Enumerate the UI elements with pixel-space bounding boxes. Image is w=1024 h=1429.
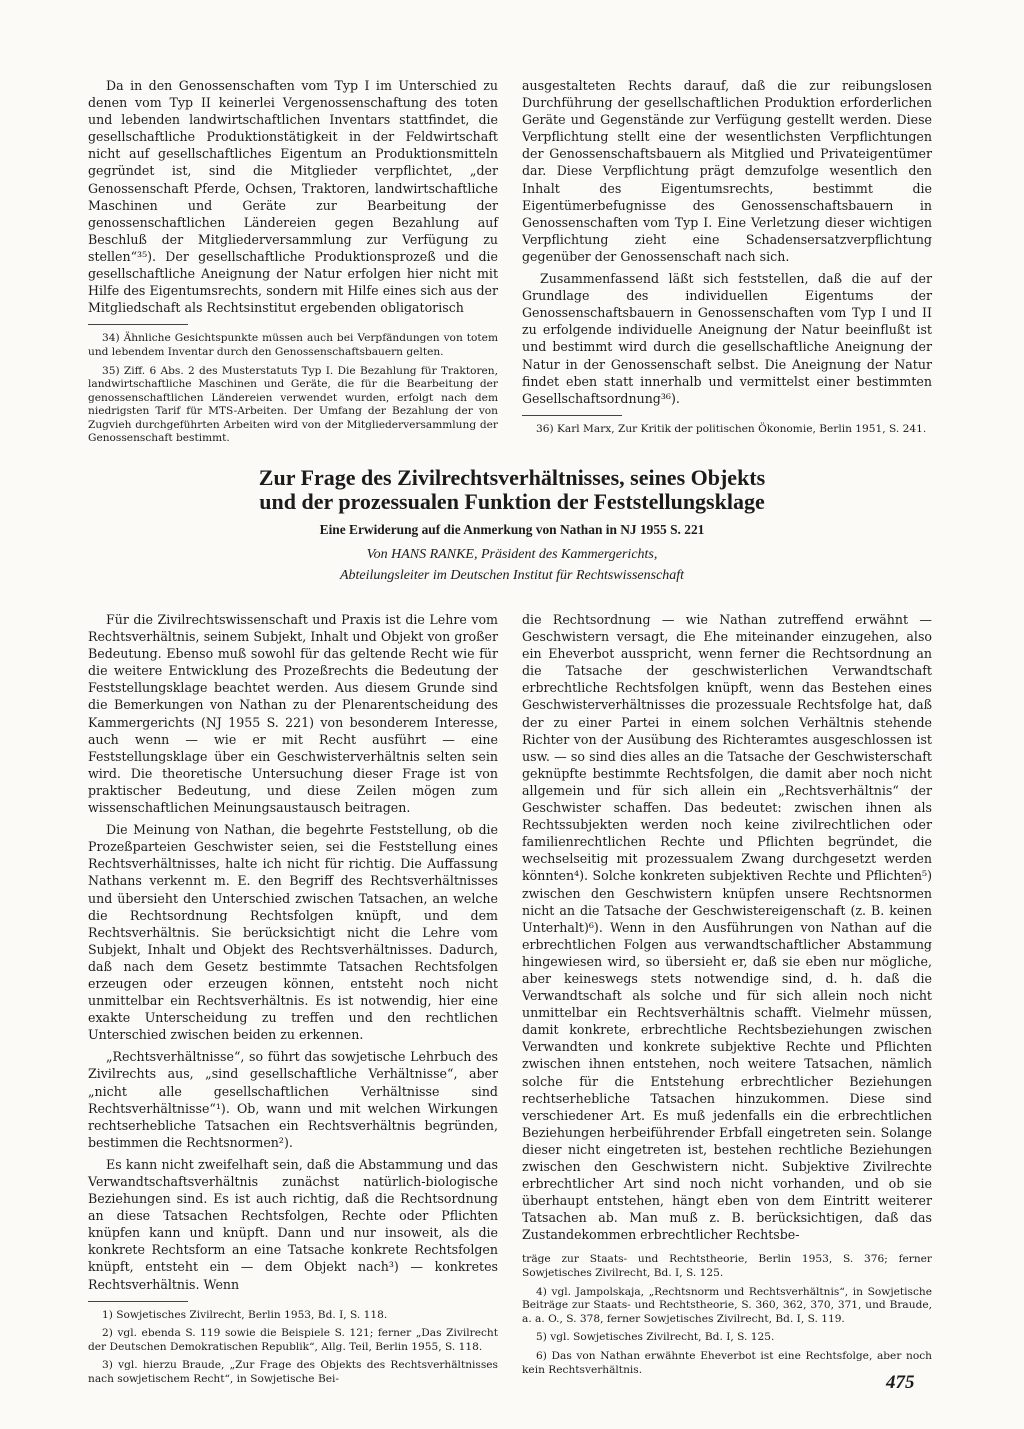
top-right-column bbox=[522, 77, 932, 441]
footnotes-bottom-right bbox=[522, 1253, 932, 1377]
footnote-5: 5) vgl. Sowjetisches Zivilrecht, Bd. I, S. 125. bbox=[536, 1331, 775, 1344]
article-title-line-1: Zur Frage des Zivilrechtsverhältnisses, seines Objekts bbox=[258, 465, 766, 490]
author-affiliation: Abteilungsleiter im Deutschen Institut für Rechtswissenschaft bbox=[339, 568, 685, 583]
paragraph: Da in den Genossenschaften vom Typ I im Unterschied zu denen vom Typ II keinerlei Vergenossenschaftung des toten und lebenden landwirtschaftlichen Inventars stattfindet, die gesellschaftliche Produktionstätigkeit in der Feldwirtschaft nicht auf gesellschaftliches Eigentum an Produktionsmitteln gegründet ist, sind die Mitglieder verpflichtet, „der Genossenschaft Pferde, Ochsen, Traktoren, landwirtschaftliche Maschinen und Geräte zur Bearbeitung der genossenschaftlichen Ländereien gegen Bezahlung auf Beschluß der Mitgliederversammlung zur Verfügung zu stellen“³⁵). Der gesellschaftliche Produktionsprozeß und die gesellschaftliche Aneignung der Natur erfolgen hier nicht mit Hilfe des Eigentumsrechts, sondern mit Hilfe eines sich aus der Mitgliedschaft als Rechtsinstitut ergebenden obligatorisch bbox=[88, 78, 498, 316]
footnotes-top-left bbox=[88, 332, 498, 446]
footnote-3: 3) vgl. hierzu Braude, „Zur Frage des Objekts des Rechtsverhältnisses nach sowjetischem Recht“, in Sowjetische Bei- bbox=[88, 1359, 498, 1386]
footnotes-top-right bbox=[522, 423, 932, 437]
footnote-36: 36) Karl Marx, Zur Kritik der politischen Ökonomie, Berlin 1951, S. 241. bbox=[536, 422, 927, 435]
bottom-left-column bbox=[88, 611, 498, 1392]
article-subtitle: Eine Erwiderung auf die Anmerkung von Nathan in NJ 1955 S. 221 bbox=[319, 522, 705, 537]
bottom-right-column bbox=[522, 611, 932, 1382]
footnote-rule bbox=[522, 1248, 622, 1249]
author-byline: Von HANS RANKE, Präsident des Kammergerichts, bbox=[366, 547, 658, 562]
paragraph: Für die Zivilrechtswissenschaft und Praxis ist die Lehre vom Rechtsverhältnis, seinem Subjekt, Inhalt und Objekt von großer Bedeutung. Ebenso muß sowohl für das geltende Recht wie für die weitere Entwicklung des Prozeßrechts die Bedeutung der Feststellungsklage beachtet werden. Aus diesem Grunde sind die Bemerkungen von Nathan zu der Plenarentscheidung des Kammergerichts (NJ 1955 S. 221) von besonderem Interesse, auch wenn — wie er mit Recht ausführt — eine Feststellungsklage über ein Geschwisterverhältnis selten sein wird. Die theoretische Untersuchung dieser Frage ist von praktischer Bedeutung, und diese Zeilen mögen zum wissenschaftlichen Meinungsaustausch beitragen. bbox=[88, 612, 498, 816]
article-heading bbox=[140, 466, 884, 586]
paragraph: ausgestalteten Rechts darauf, daß die zur reibungslosen Durchführung der gesellschaftlichen Produktion erforderlichen Geräte und Gegenstände zur Verfügung gestellt werden. Diese Verpflichtung stellt eine der wesentlichsten Verpflichtungen der Genossenschaftsbauern als Mitglied und Privateigentümer dar. Diese Verpflichtung prägt demzufolge wesentlich den Inhalt des Eigentumsrechts, bestimmt die Eigentümerbefugnisse des Genossenschaftsbauern in Genossenschaften vom Typ I. Eine Verletzung dieser wichtigen Verpflichtung zieht eine Schadensersatzverpflichtung gegenüber der Genossenschaft nach sich. bbox=[522, 78, 932, 264]
top-left-column bbox=[88, 77, 498, 451]
footnotes-bottom-left bbox=[88, 1309, 498, 1387]
footnote-34: 34) Ähnliche Gesichtspunkte müssen auch bei Verpfändungen von totem und lebendem Inventar durch den Genossenschaftsbauern gelten. bbox=[88, 332, 498, 358]
footnote-2: 2) vgl. ebenda S. 119 sowie die Beispiele S. 121; ferner „Das Zivilrecht der Deutschen Demokratischen Republik“, Allg. Teil, Berlin 1955, S. 118. bbox=[88, 1327, 498, 1353]
footnote-rule bbox=[522, 415, 622, 416]
footnote-rule bbox=[88, 324, 188, 325]
paragraph: die Rechtsordnung — wie Nathan zutreffend erwähnt — Geschwistern versagt, die Ehe miteinander einzugehen, also ein Eheverbot ausspricht, wenn ferner die Rechtsordnung an die Tatsache der geschwisterlichen Verwandtschaft erbrechtliche Rechtsfolgen knüpft, wenn das Bestehen eines Geschwisterverhältnisses die prozessuale Rechtsfolge hat, daß der zu einer Partei in einem solchen Verhältnis stehende Richter von der Ausübung des Richteramtes ausgeschlossen ist usw. — so sind dies alles an die Tatsache der Geschwisterschaft geknüpfte bestimmte Rechtsfolgen, die damit aber noch nicht allgemein und für sich allein ein „Rechtsverhältnis“ der Geschwister schaffen. Das bedeutet: zwischen ihnen als Rechtssubjekten werden noch keine zivilrechtlichen oder familienrechtlichen Rechte und Pflichten begründet, die wechselseitig mit prozessualem Zwang durchgesetzt werden könnten⁴). Solche konkreten subjektiven Rechte und Pflichten⁵) zwischen den Geschwistern knüpfen unsere Rechtsnormen nicht an die Tatsache der Geschwistereigenschaft (z. B. keinen Unterhalt)⁶). Wenn in den Ausführungen von Nathan auf die erbrechtlichen Folgen aus verwandtschaftlicher Abstammung hingewiesen wird, so übersieht er, daß sie eben nur mögliche, aber keineswegs stets notwendige sind, d. h. daß die Verwandtschaft als solche und für sich allein noch nicht unmittelbar ein Rechtsverhältnis schafft. Vielmehr müssen, damit konkrete, erbrechtliche Rechtsbeziehungen zwischen Verwandten und konkrete subjektive Rechte und Pflichten zwischen ihnen entstehen, noch weitere Tatsachen, nämlich solche für die Entstehung erbrechtlicher Beziehungen rechtserhebliche Tatsachen hinzukommen. Diese sind verschiedener Art. Es muß jedenfalls ein die erbrechtlichen Beziehungen herbeiführender Erbfall eingetreten sein. Solange dieser nicht eingetreten ist, bestehen rechtliche Beziehungen zwischen den Geschwistern nicht. Subjektive Zivilrechte erbrechtlicher Art sind noch nicht vorhanden, und ob sie überhaupt entstehen, hängt eben von dem Eintritt weiterer Tatsachen ab. Man muß z. B. berücksichtigen, daß das Zustandekommen erbrechtlicher Rechtsbe- bbox=[522, 612, 932, 1243]
footnote-6: 6) Das von Nathan erwähnte Eheverbot ist eine Rechtsfolge, aber noch kein Rechtsverhältnis. bbox=[522, 1350, 932, 1376]
paragraph: „Rechtsverhältnisse“, so führt das sowjetische Lehrbuch des Zivilrechts aus, „sind gesellschaftliche Verhältnisse“, aber „nicht alle gesellschaftlichen Verhältnisse sind Rechtsverhältnisse“¹). Ob, wann und mit welchen Wirkungen rechtserhebliche Tatsachen ein Rechtsverhältnis begründen, bestimmen die Rechtsnormen²). bbox=[88, 1049, 498, 1150]
footnote-continuation: träge zur Staats- und Rechtstheorie, Berlin 1953, S. 376; ferner Sowjetisches Zivilrecht, Bd. I, S. 125. bbox=[522, 1253, 932, 1280]
article-title-line-2: und der prozessualen Funktion der Feststellungsklage bbox=[259, 489, 765, 514]
footnote-35: 35) Ziff. 6 Abs. 2 des Musterstatuts Typ I. Die Bezahlung für Traktoren, landwirtschaftliche Maschinen und Geräte, die für die Bearbeitung der genossenschaftlichen Ländereien verwendet wurden, erfolgt nach dem niedrigsten Tarif für MTS-Arbeiten. Der Umfang der Bezahlung der von Zugvieh durchgeführten Arbeiten wird von der Mitgliederversammlung der Genossenschaft bestimmt. bbox=[88, 364, 498, 445]
paragraph: Die Meinung von Nathan, die begehrte Feststellung, ob die Prozeßparteien Geschwister seien, sei die Feststellung eines Rechtsverhältnisses, halte ich nicht für richtig. Die Auffassung Nathans verkennt m. E. den Begriff des Rechtsverhältnisses und übersieht den Unterschied zwischen Tatsachen, an welche die Rechtsordnung Rechtsfolgen knüpft, und dem Rechtsverhältnis. Sie berücksichtigt nicht die Lehre vom Subjekt, Inhalt und Objekt des Rechtsverhältnisses. Dadurch, daß nach dem Gesetz bestimmte Tatsachen Rechtsfolgen erzeugen oder erzeugen können, entsteht noch nicht unmittelbar ein Rechtsverhältnis. Es ist notwendig, hier eine exakte Unterscheidung zu treffen und den rechtlichen Unterschied zwischen beiden zu erkennen. bbox=[88, 822, 498, 1043]
footnote-1: 1) Sowjetisches Zivilrecht, Berlin 1953, Bd. I, S. 118. bbox=[102, 1308, 388, 1321]
page-number: 475 bbox=[886, 1372, 915, 1393]
paragraph: Zusammenfassend läßt sich feststellen, daß die auf der Grundlage des individuellen Eigentums der Genossenschaftsbauern in Genossenschaften vom Typ I und II zu erfolgende individuelle Aneignung der Natur beeinflußt ist und bestimmt wird durch die gesellschaftliche Aneignung der Natur in der Genossenschaft selbst. Die Aneignung der Natur findet eben statt innerhalb und vermittelst einer bestimmten Gesellschaftsordnung³⁶). bbox=[522, 271, 932, 406]
footnote-rule bbox=[88, 1301, 188, 1302]
paragraph: Es kann nicht zweifelhaft sein, daß die Abstammung und das Verwandtschaftsverhältnis zunächst natürlich-biologische Beziehungen sind. Es ist auch richtig, daß die Rechtsordnung an diese Tatsachen Rechtsfolgen, Rechte oder Pflichten knüpfen kann und knüpft. Dann und nur insoweit, als die konkrete Rechtsform an eine Tatsache konkrete Rechtsfolgen knüpft, entsteht ein — dem Objekt nach³) — konkretes Rechtsverhältnis. Wenn bbox=[88, 1156, 498, 1292]
footnote-4: 4) vgl. Jampolskaja, „Rechtsnorm und Rechtsverhältnis“, in Sowjetische Beiträge zur Staats- und Rechtstheorie, S. 360, 362, 370, 371, und Braude, a. a. O., S. 378, ferner Sowjetisches Zivilrecht, Bd. I, S. 119. bbox=[522, 1285, 932, 1325]
